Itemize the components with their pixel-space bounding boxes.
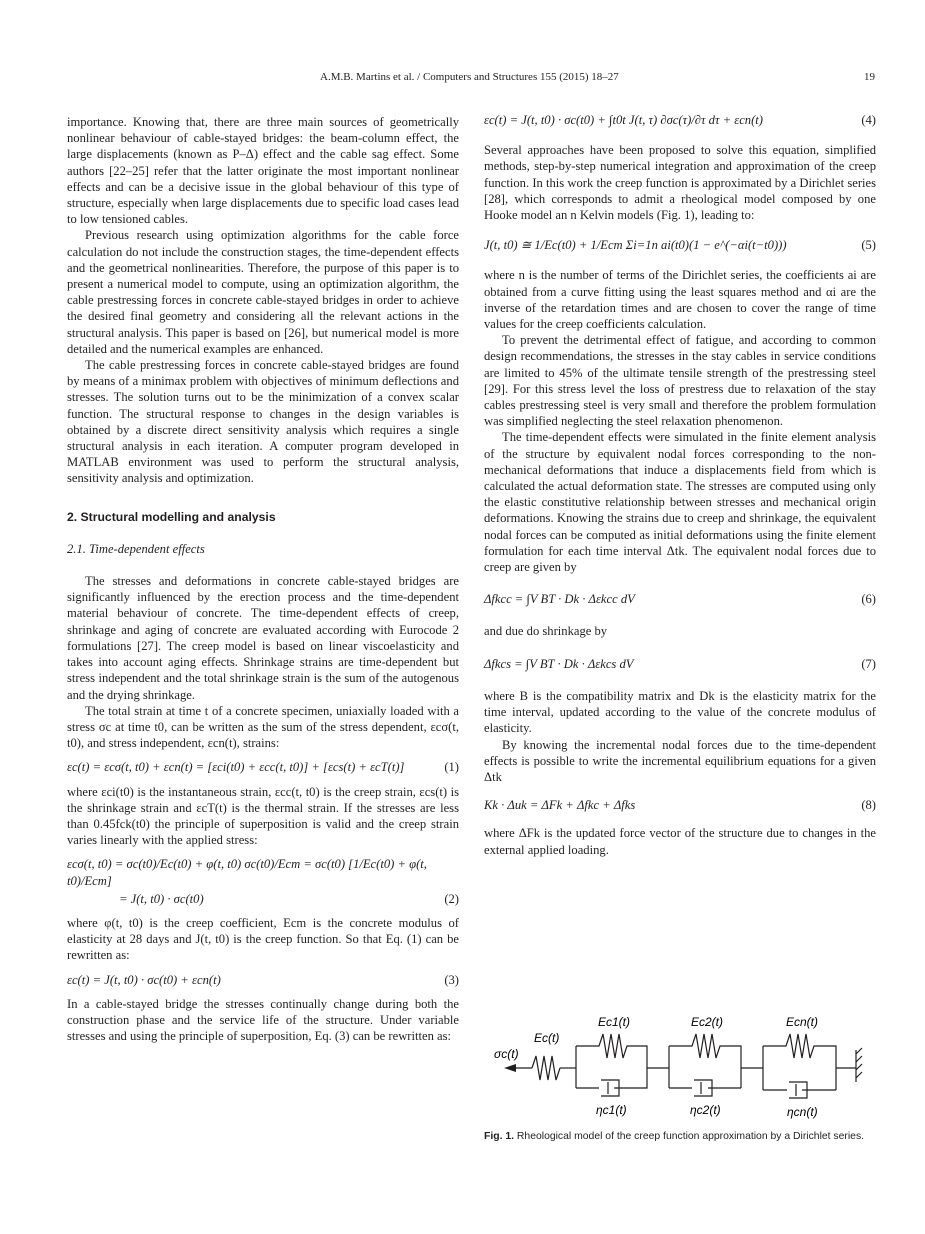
kelvin-unit-n xyxy=(763,1034,836,1098)
equation-number: (1) xyxy=(444,760,459,775)
paragraph: Several approaches have been proposed to solve this equation, simplified methods, step-by-step numerical integration and approximation of the creep function. In this work the creep function is approximated by a Dirichlet series [28], which corresponds to admit a rheological model composed by one Hooke model an n Kelvin models (Fig. 1), leading to: xyxy=(484,143,876,223)
caption-text: Rheological model of the creep function approximation by a Dirichlet series. xyxy=(516,1131,865,1142)
fixed-support xyxy=(836,1048,862,1082)
paragraph: where φ(t, t0) is the creep coefficient, Ecm is the concrete modulus of elasticity at 28 days and J(t, t0) is the creep function. So that Eq. (1) can be rewritten as: xyxy=(67,915,459,963)
paragraph: By knowing the incremental nodal forces due to the time-dependent effects is possible to write the incremental equilibrium equations for a given Δtk xyxy=(484,737,876,784)
label-etan: ηcn(t) xyxy=(787,1105,818,1119)
running-title: A.M.B. Martins et al. / Computers and Structures 155 (2015) 18–27 xyxy=(320,71,619,83)
right-column xyxy=(484,112,876,858)
equation-6 xyxy=(484,591,876,607)
arrow-icon xyxy=(504,1064,516,1072)
equation-2-line2 xyxy=(67,891,459,907)
subsection-heading: 2.1. Time-dependent effects xyxy=(67,541,205,556)
section-heading: 2. Structural modelling and analysis xyxy=(67,509,276,524)
label-ec: Ec(t) xyxy=(534,1031,560,1045)
label-eta1: ηc1(t) xyxy=(596,1103,627,1117)
equation-number: (2) xyxy=(444,891,459,906)
spring-ec xyxy=(532,1056,560,1080)
equation-1 xyxy=(67,759,459,775)
equation-4 xyxy=(484,112,876,128)
equation-body: Kk · Δuk = ΔFk + Δfkc + Δfks xyxy=(484,798,636,813)
paragraph: The total strain at time t of a concrete specimen, uniaxially loaded with a stress σc at time t0, can be written as the sum of the stress dependent, εcσ(t, t0), and stress independent, εcn(t), strains: xyxy=(67,703,459,751)
equation-8 xyxy=(484,797,876,813)
kelvin-unit-2 xyxy=(669,1034,741,1096)
paragraph: The stresses and deformations in concrete cable-stayed bridges are significantly influenced by the erection process and the time-dependent material behaviour of concrete. The time-dependent effects of creep, shrinkage and aging of concrete are evaluated according with Eurocode 2 formulations [27]. The creep model is based on linear viscoelasticity and takes into account aging effects. Shrinkage strains are time-dependent but stress independent and the total shrinkage strain is the sum of the autogenous and the drying shrinkage. xyxy=(67,574,459,702)
equation-body: Δfkcs = ∫V BT · Dk · Δεkcs dV xyxy=(484,656,634,671)
equation-number: (7) xyxy=(861,656,876,671)
label-ec1: Ec1(t) xyxy=(598,1015,631,1029)
equation-number: (5) xyxy=(861,238,876,253)
label-ecn: Ecn(t) xyxy=(786,1015,819,1029)
paragraph: where B is the compatibility matrix and Dk is the elasticity matrix for the time interval, updated according to the value of the concrete modulus of elasticity. xyxy=(484,688,876,736)
paragraph: where n is the number of terms of the Dirichlet series, the coefficients ai are obtained from a curve fitting using the least squares method and αi are the inverse of the retardation times and are chosen to cover the range of time values for the creep coefficients calculation. xyxy=(484,268,876,332)
label-ec2: Ec2(t) xyxy=(691,1015,724,1029)
left-column xyxy=(67,114,459,1044)
equation-body: εcσ(t, t0) = σc(t0)/Ec(t0) + φ(t, t0) σc(t0)/Ecm = σc(t0) [1/Ec(t0) + φ(t, t0)/Ecm] xyxy=(67,857,427,888)
page-number: 19 xyxy=(864,71,875,83)
kelvin-unit-1 xyxy=(576,1034,647,1096)
paragraph: importance. Knowing that, there are three main sources of geometrically nonlinear behaviour of cable-stayed bridges: the beam-column effect, the large displacements (known as P–Δ) effect and the cable sag effect. Some authors [22–25] refer that the latter originate the most important nonlinear effects and can be a decisive issue in the global behaviour of this type of structure, especially when large displacements due to specific load cases lead to low tensioned cables. xyxy=(67,115,459,227)
equation-body: Δfkcc = ∫V BT · Dk · Δεkcc dV xyxy=(484,592,635,607)
equation-2 xyxy=(67,856,459,888)
equation-body: = J(t, t0) · σc(t0) xyxy=(119,891,204,906)
equation-number: (6) xyxy=(861,592,876,607)
paragraph: The time-dependent effects were simulated in the finite element analysis of the structure by equivalent nodal forces corresponding to the non-mechanical deformations that induce a displacements field from which is calculated the actual deformation state. The stresses are computed using only the elastic constitutive relationship between stresses and mechanical origin deformations. Knowing the strains due to creep and shrinkage, the equivalent nodal forces can be computed as initial deformations using the finite element formulation for each time interval Δtk. The equivalent nodal forces due to creep are given by xyxy=(484,430,876,575)
figure-caption xyxy=(484,1131,864,1142)
equation-number: (4) xyxy=(861,113,876,127)
equation-body: J(t, t0) ≅ 1/Ec(t0) + 1/Ecm Σi=1n ai(t0)(1 − e^(−αi(t−t0))) xyxy=(484,238,787,253)
paragraph: where ΔFk is the updated force vector of the structure due to changes in the external applied loading. xyxy=(484,826,876,857)
equation-5 xyxy=(484,237,876,253)
caption-label: Fig. 1. xyxy=(484,1131,515,1142)
paragraph: To prevent the detrimental effect of fatigue, and according to common design recommendations, the stresses in the stay cables in service conditions are limited to 45% of the ultimate tensile strength of the prestressing steel [29]. For this stress level the loss of prestress due to relaxation of the stay cables prestressing steel is very small and therefore the problem formulation was simplified neglecting the steel relaxation phenomenon. xyxy=(484,333,876,429)
figure-rheological-model xyxy=(484,1000,884,1125)
equation-body: εc(t) = J(t, t0) · σc(t0) + ∫t0t J(t, τ) ∂σc(τ)/∂τ dτ + εcn(t) xyxy=(484,113,763,127)
equation-7 xyxy=(484,656,876,672)
label-eta2: ηc2(t) xyxy=(690,1103,721,1117)
paragraph: The cable prestressing forces in concrete cable-stayed bridges are found by means of a minimax problem with objectives of minimum deflections and stresses. The solution turns out to be the minimization of a convex scalar function. The structural response to changes in the design variables is obtained by a discrete direct sensitivity analysis which requires a single structural analysis in each iteration. A computer program developed in MATLAB environment was used to perform the structural analysis, sensitivity analysis and optimization. xyxy=(67,358,459,486)
equation-number: (8) xyxy=(861,798,876,813)
label-sigma: σc(t) xyxy=(494,1047,519,1061)
rheological-model-diagram xyxy=(484,1000,884,1125)
equation-body: εc(t) = εcσ(t, t0) + εcn(t) = [εci(t0) + εcc(t, t0)] + [εcs(t) + εcT(t)] xyxy=(67,760,405,775)
equation-number: (3) xyxy=(444,972,459,987)
equation-body: εc(t) = J(t, t0) · σc(t0) + εcn(t) xyxy=(67,972,221,987)
paragraph: In a cable-stayed bridge the stresses continually change during both the construction phase and the service life of the structure. Under variable stresses and using the principle of superposition, Eq. (3) can be rewritten as: xyxy=(67,996,459,1044)
paragraph: where εci(t0) is the instantaneous strain, εcc(t, t0) is the creep strain, εcs(t) is the shrinkage strain and εcT(t) is the thermal strain. If the stresses are less than 0.45fck(t0) the principle of superposition is valid and the creep strain varies linearly with the applied stress: xyxy=(67,784,459,848)
paragraph: Previous research using optimization algorithms for the cable force calculation do not include the construction stages, the time-dependent effects and the geometrical nonlinearities. Therefore, the purpose of this paper is to present a numerical model to compute, using an optimization algorithm, the cable prestressing forces in concrete cable-stayed bridges in order to achieve the desired final geometry and considering all the relevant actions in the structural analysis. This paper is based on [26], but numerical model is more detailed and the numerical examples are enhanced. xyxy=(67,228,459,356)
paragraph: and due do shrinkage by xyxy=(484,624,608,639)
equation-3 xyxy=(67,972,459,988)
